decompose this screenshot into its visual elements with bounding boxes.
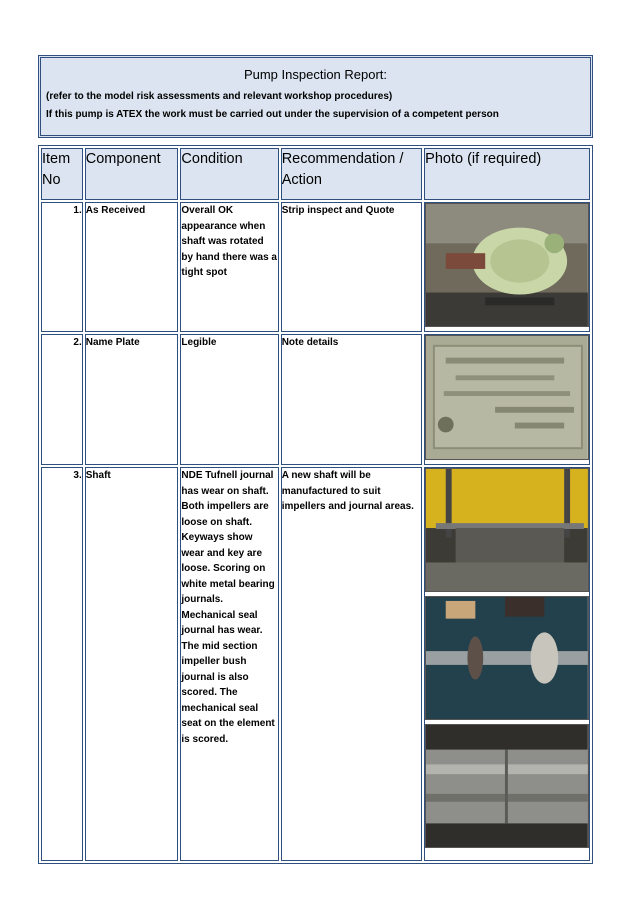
col-header-component: Component: [85, 148, 179, 200]
component-cell: Shaft: [85, 467, 179, 861]
report-header: [38, 55, 593, 138]
shaft-journal-photo: [425, 596, 589, 720]
item-number: 1.: [41, 202, 83, 332]
photo-cell: [424, 334, 590, 465]
item-number: 3.: [41, 467, 83, 861]
table-row: [41, 467, 590, 861]
col-header-recommendation: Recommendation / Action: [281, 148, 422, 200]
component-cell: Name Plate: [85, 334, 179, 465]
component-cell: As Received: [85, 202, 179, 332]
report-title: Pump Inspection Report:: [243, 67, 388, 82]
col-header-item-no: Item No: [41, 148, 83, 200]
inspection-table: [38, 145, 593, 864]
table-header-row: [41, 148, 590, 200]
atex-note: If this pump is ATEX the work must be carried out under the supervision of a competent person: [46, 109, 499, 120]
col-header-photo: Photo (if required): [424, 148, 590, 200]
shaft-scoring-closeup-photo: [425, 724, 589, 848]
condition-cell: Legible: [180, 334, 278, 465]
risk-assessment-note: (refer to the model risk assessments and relevant workshop procedures): [46, 91, 393, 102]
name-plate-photo: [425, 335, 589, 460]
recommendation-cell: Note details: [281, 334, 422, 465]
col-header-condition: Condition: [180, 148, 278, 200]
photo-cell: [424, 202, 590, 332]
table-row: [41, 202, 590, 332]
condition-cell: NDE Tufnell journal has wear on shaft. Both impellers are loose on shaft. Keyways show wear and key are loose. Scoring on white metal bearing journals. Mechanical seal journal has wear. The mid section impeller bush journal is also scored. The mechanical seal seat on the element is scored.: [180, 467, 278, 861]
photo-cell: [424, 467, 590, 861]
shaft-on-stand-photo: [425, 468, 589, 592]
item-number: 2.: [41, 334, 83, 465]
table-row: [41, 334, 590, 465]
recommendation-cell: A new shaft will be manufactured to suit impellers and journal areas.: [281, 467, 422, 861]
condition-cell: Overall OK appearance when shaft was rotated by hand there was a tight spot: [180, 202, 278, 332]
pump-as-received-photo: [425, 203, 589, 327]
recommendation-cell: Strip inspect and Quote: [281, 202, 422, 332]
